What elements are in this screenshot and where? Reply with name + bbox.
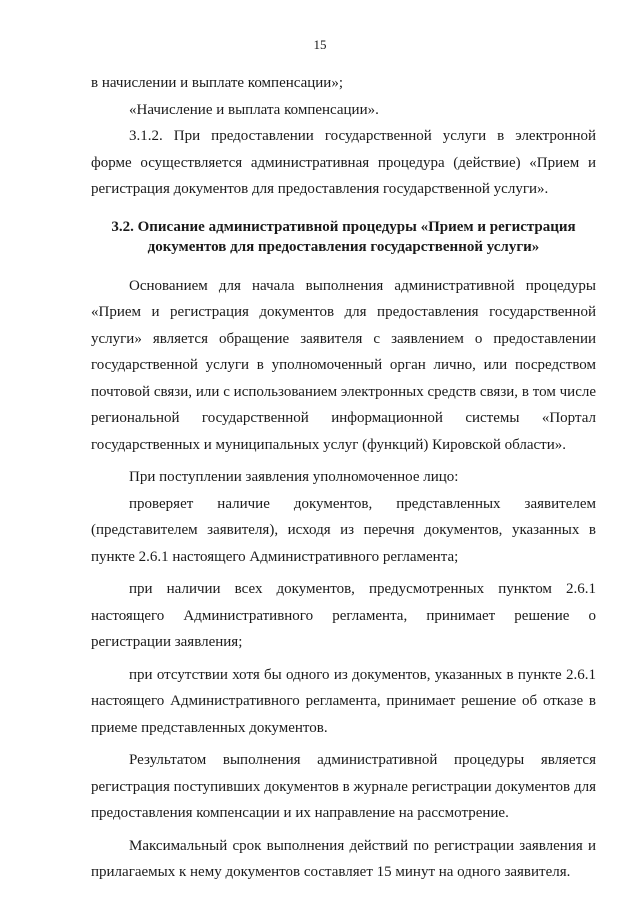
list-item-refuse: при отсутствии хотя бы одного из документов, указанных в пункте 2.6.1 настоящего Административного регламента, принимает решение об отказе в приеме представленных документов. (91, 666, 596, 736)
paragraph-result: Результатом выполнения административной процедуры является регистрация поступивших документов в журнале регистрации документов для предоставления компенсации и их направление на рассмотрение. (91, 752, 596, 821)
list-item-register: при наличии всех документов, предусмотренных пунктом 2.6.1 настоящего Административного регламента, принимает решение о регистрации заявления; (91, 581, 596, 650)
document-body (91, 70, 596, 886)
paragraph-3-1-2: 3.1.2. При предоставлении государственной услуги в электронной форме осуществляется административная процедура (действие) «Прием и регистрация документов для предоставления государственной услуги». (91, 128, 596, 197)
list-item-check: проверяет наличие документов, представленных заявителем (представителем заявителя), исходя из перечня документов, указанных в пункте 2.6.1 настоящего Административного регламента; (91, 495, 596, 565)
paragraph-basis: Основанием для начала выполнения административной процедуры «Прием и регистрация документов для предоставления государственной услуги» является обращение заявителя с заявлением о предоставлении государственной услуги в уполномоченный орган лично, или посредством почтовой связи, или с использованием электронных средств связи, в том числе региональной государственной информационной системы «Портал государственных и муниципальных услуг (функций) Кировской области». (91, 277, 596, 453)
paragraph-intro-list: При поступлении заявления уполномоченное лицо: (129, 469, 459, 485)
page-number: 15 (313, 37, 327, 52)
paragraph-quote: «Начисление и выплата компенсации». (129, 101, 379, 118)
paragraph-deadline: Максимальный срок выполнения действий по регистрации заявления и прилагаемых к нему документов составляет 15 минут на одного заявителя. (91, 837, 596, 880)
paragraph-continuation: в начислении и выплате компенсации»; (91, 75, 343, 91)
section-heading-3-2: 3.2. Описание административной процедуры «Прием и регистрация документов для предоставления государственной услуги» (111, 218, 576, 255)
